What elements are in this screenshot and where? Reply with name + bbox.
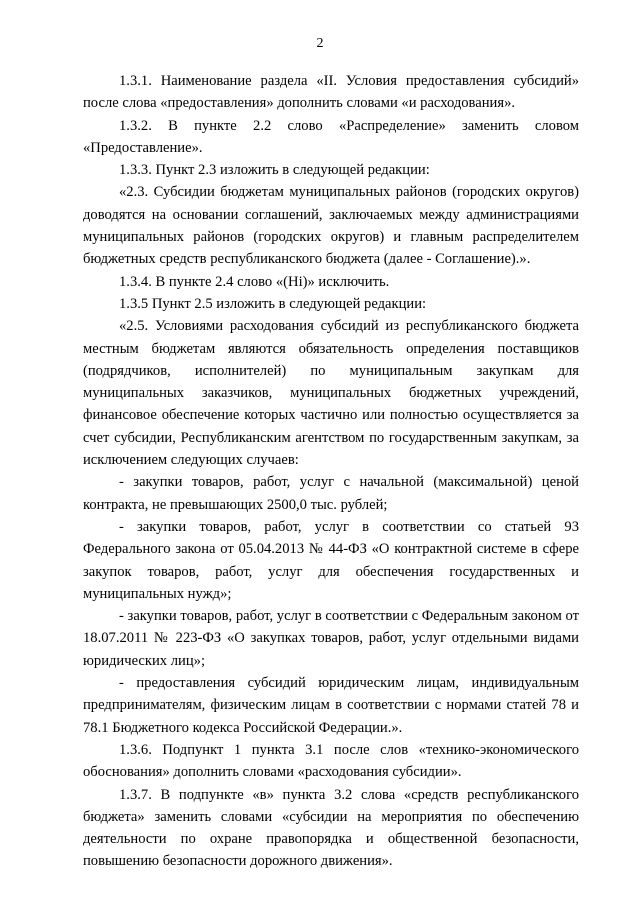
quote-paragraph-2-3: «2.3. Субсидии бюджетам муниципальных районов (городских округов) доводятся на основании соглашений, заключаемых между администрациями муниципальных районов (городских округов) и главным распределителем бюджетных средств республиканского бюджета (далее - Соглашение).». <box>83 184 579 268</box>
exception-item-2: - закупки товаров, работ, услуг в соответствии со статьей 93 Федерального закона от 05.04.2013 № 44-ФЗ «О контрактной системе в сфере закупок товаров, работ, услуг для обеспечения государственных и муниципальных нужд»; <box>83 518 579 602</box>
exception-item-4: - предоставления субсидий юридическим лицам, индивидуальным предпринимателям, физическим лицам в соответствии с нормами статей 78 и 78.1 Бюджетного кодекса Российской Федерации.». <box>83 675 579 736</box>
paragraph-1-3-5: 1.3.5 Пункт 2.5 изложить в следующей редакции: <box>119 295 427 312</box>
paragraph-1-3-7: 1.3.7. В подпункте «в» пункта 3.2 слова «средств республиканского бюджета» заменить словами «субсидии на мероприятия по обеспечению деятельности по охране правопорядка и общественной безопасности, повышению безопасности дорожного движения». <box>83 786 579 870</box>
paragraph-1-3-2: 1.3.2. В пункте 2.2 слово «Распределение» заменить словом «Предоставление». <box>83 117 579 156</box>
paragraph-1-3-1: 1.3.1. Наименование раздела «II. Условия предоставления субсидий» после слова «предоставления» дополнить словами «и расходования». <box>83 73 579 112</box>
exception-item-3: - закупки товаров, работ, услуг в соответствии с Федеральным законом от 18.07.2011 № 223-ФЗ «О закупках товаров, работ, услуг отдельными видами юридических лиц»; <box>83 608 579 669</box>
document-body <box>83 70 579 873</box>
paragraph-1-3-4: 1.3.4. В пункте 2.4 слово «(Hi)» исключить. <box>119 273 390 290</box>
quote-paragraph-2-5: «2.5. Условиями расходования субсидий из республиканского бюджета местным бюджетам являются обязательность определения поставщиков (подрядчиков, исполнителей) по муниципальным закупкам для муниципальных заказчиков, муниципальных бюджетных учреждений, финансовое обеспечение которых частично или полностью осуществляется за счет субсидии, Республиканским агентством по государственным закупкам, за исключением следующих случаев: <box>83 318 579 469</box>
paragraph-1-3-6: 1.3.6. Подпункт 1 пункта 3.1 после слов «технико-экономического обоснования» дополнить словами «расходования субсидии». <box>83 741 579 781</box>
page-number: 2 <box>316 36 324 51</box>
exception-item-1: - закупки товаров, работ, услуг с начальной (максимальной) ценой контракта, не превышающих 2500,0 тыс. рублей; <box>83 474 579 513</box>
paragraph-1-3-3: 1.3.3. Пункт 2.3 изложить в следующей редакции: <box>119 162 430 179</box>
